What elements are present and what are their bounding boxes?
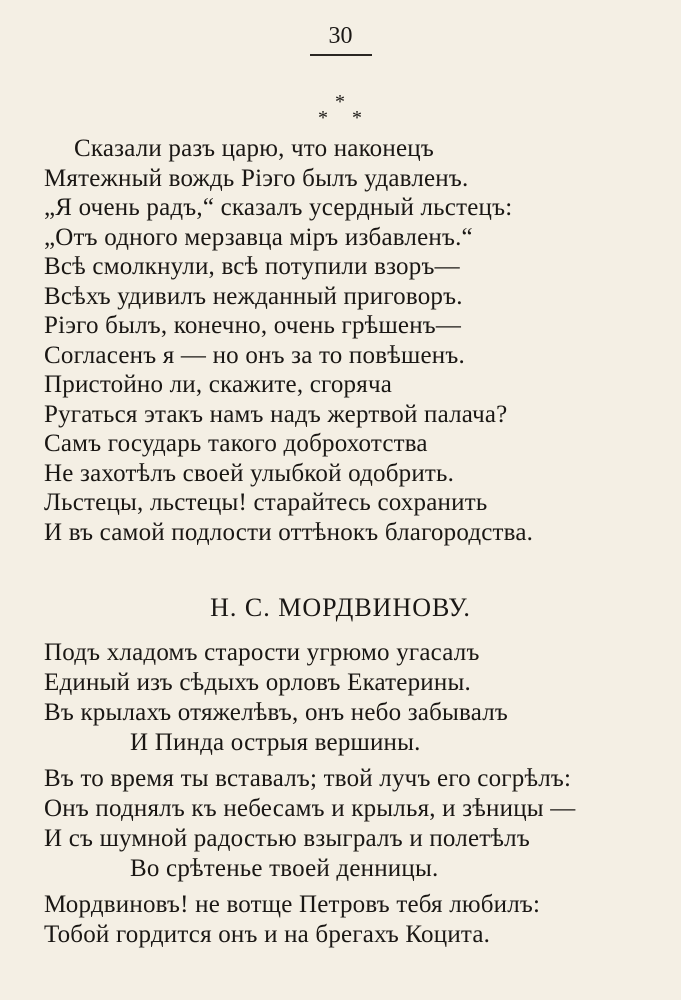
poem-line: Въ то время ты вставалъ; твой лучъ его согрѣлъ: [44,765,572,792]
poem-line: И въ самой подлости оттѣнокъ благородства. [44,518,534,546]
stanza [44,890,654,950]
stanza [44,764,654,884]
poem-line: Всѣ смолкнули, всѣ потупили взоръ— [44,253,460,280]
poem-line: Тобой гордится онъ и на брегахъ Коцита. [44,921,491,948]
poem-line: „Я очень радъ,“ сказалъ усердный льстецъ: [44,194,513,221]
poem-line: Льстецы, льстецы! старайтесь сохранить [44,489,488,516]
poem-line: Сказали разъ царю, что наконецъ [74,135,434,162]
poem-line: Всѣхъ удивилъ нежданный приговоръ. [44,282,463,310]
poem-title: Н. С. МОРДВИНОВУ. [210,593,471,622]
asterism-star-left: * [318,107,328,129]
poem-line: Подъ хладомъ старости угрюмо угасалъ [44,639,480,666]
header-rule [310,54,372,56]
poem-line: Въ крылахъ отяжелѣвъ, онъ небо забывалъ [44,699,509,726]
poem-line: Ругаться этакъ намъ надъ жертвой палача? [44,400,508,428]
ode-poem [44,638,654,956]
asterism-star-right: * [352,107,362,129]
poem-line: Единый изъ сѣдыхъ орловъ Екатерины. [44,669,471,696]
asterism-star-top: * [335,91,345,113]
poem-line: Во срѣтенье твоей денницы. [130,855,439,882]
poem-line: Мордвиновъ! не вотще Петровъ тебя любилъ: [44,891,541,918]
stanza [44,638,654,758]
poem-line: Мятежный вождь Ріэго былъ удавленъ. [44,164,469,192]
poem-line: Согласенъ я — но онъ за то повѣшенъ. [44,341,465,369]
poem-line: Пристойно ли, скажите, сгоряча [44,371,393,398]
epigram-poem [44,134,654,547]
page-number: 30 [328,23,353,49]
poem-line: Ріэго былъ, конечно, очень грѣшенъ— [44,312,462,339]
asterism-ornament [316,92,366,132]
poem-line: И Пинда острыя вершины. [130,729,421,756]
poem-line: Онъ поднялъ къ небесамъ и крылья, и зѣницы — [44,795,576,822]
poem-line: И съ шумной радостью взыгралъ и полетѣлъ [44,825,530,852]
poem-line: Самъ государь такого доброхотства [44,430,428,457]
poem-line: Не захотѣлъ своей улыбкой одобрить. [44,459,455,487]
poem-line: „Отъ одного мерзавца міръ избавленъ.“ [44,223,473,251]
